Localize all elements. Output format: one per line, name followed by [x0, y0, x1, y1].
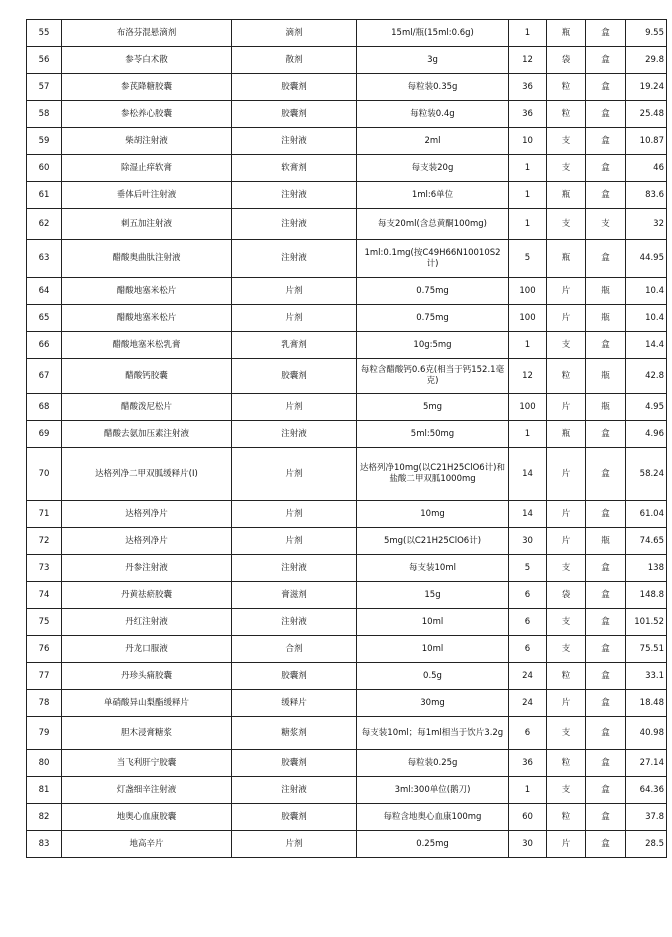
- minimum-unit-cell: 片: [547, 394, 586, 421]
- package-quantity-cell: 60: [509, 804, 547, 831]
- package-unit-cell: 瓶: [586, 278, 626, 305]
- package-unit-cell: 盒: [586, 555, 626, 582]
- dosage-form-cell: 胶囊剂: [232, 74, 357, 101]
- package-quantity-cell: 36: [509, 101, 547, 128]
- table-row: [27, 394, 667, 421]
- table-row: [27, 501, 667, 528]
- row-number-cell: 57: [27, 74, 62, 101]
- specification-cell: 10g:5mg: [357, 332, 509, 359]
- drug-price-table: [26, 19, 667, 858]
- minimum-unit-cell: 瓶: [547, 182, 586, 209]
- package-unit-cell: 瓶: [586, 394, 626, 421]
- table-row: [27, 555, 667, 582]
- minimum-unit-cell: 支: [547, 332, 586, 359]
- price-cell: 58.24: [626, 448, 667, 501]
- package-quantity-cell: 14: [509, 448, 547, 501]
- specification-cell: 每粒含地奥心血康100mg: [357, 804, 509, 831]
- package-quantity-cell: 36: [509, 74, 547, 101]
- row-number-cell: 74: [27, 582, 62, 609]
- row-number-cell: 55: [27, 20, 62, 47]
- package-unit-cell: 盒: [586, 155, 626, 182]
- specification-cell: 每粒装0.35g: [357, 74, 509, 101]
- price-cell: 46: [626, 155, 667, 182]
- dosage-form-cell: 缓释片: [232, 690, 357, 717]
- dosage-form-cell: 注射液: [232, 128, 357, 155]
- price-cell: 33.1: [626, 663, 667, 690]
- package-unit-cell: 盒: [586, 609, 626, 636]
- row-number-cell: 59: [27, 128, 62, 155]
- dosage-form-cell: 注射液: [232, 182, 357, 209]
- dosage-form-cell: 胶囊剂: [232, 750, 357, 777]
- package-quantity-cell: 5: [509, 240, 547, 278]
- package-unit-cell: 盒: [586, 421, 626, 448]
- table-row: [27, 636, 667, 663]
- drug-name-cell: 醋酸泼尼松片: [62, 394, 232, 421]
- package-unit-cell: 盒: [586, 690, 626, 717]
- dosage-form-cell: 糖浆剂: [232, 717, 357, 750]
- row-number-cell: 58: [27, 101, 62, 128]
- minimum-unit-cell: 粒: [547, 663, 586, 690]
- drug-name-cell: 布洛芬混悬滴剂: [62, 20, 232, 47]
- price-cell: 101.52: [626, 609, 667, 636]
- package-unit-cell: 盒: [586, 182, 626, 209]
- package-quantity-cell: 14: [509, 501, 547, 528]
- price-cell: 4.96: [626, 421, 667, 448]
- row-number-cell: 60: [27, 155, 62, 182]
- package-quantity-cell: 10: [509, 128, 547, 155]
- minimum-unit-cell: 支: [547, 609, 586, 636]
- package-quantity-cell: 100: [509, 278, 547, 305]
- package-quantity-cell: 1: [509, 421, 547, 448]
- dosage-form-cell: 注射液: [232, 777, 357, 804]
- price-cell: 10.4: [626, 278, 667, 305]
- minimum-unit-cell: 片: [547, 528, 586, 555]
- price-cell: 25.48: [626, 101, 667, 128]
- specification-cell: 15ml/瓶(15ml:0.6g): [357, 20, 509, 47]
- table-row: [27, 582, 667, 609]
- row-number-cell: 72: [27, 528, 62, 555]
- table-row: [27, 101, 667, 128]
- table-row: [27, 182, 667, 209]
- price-cell: 83.6: [626, 182, 667, 209]
- price-cell: 29.8: [626, 47, 667, 74]
- package-quantity-cell: 6: [509, 717, 547, 750]
- drug-name-cell: 醋酸地塞米松片: [62, 278, 232, 305]
- package-quantity-cell: 6: [509, 609, 547, 636]
- row-number-cell: 75: [27, 609, 62, 636]
- package-unit-cell: 瓶: [586, 359, 626, 394]
- drug-name-cell: 达格列净片: [62, 501, 232, 528]
- specification-cell: 0.25mg: [357, 831, 509, 858]
- minimum-unit-cell: 支: [547, 128, 586, 155]
- package-unit-cell: 盒: [586, 501, 626, 528]
- row-number-cell: 56: [27, 47, 62, 74]
- package-quantity-cell: 30: [509, 831, 547, 858]
- row-number-cell: 71: [27, 501, 62, 528]
- price-cell: 19.24: [626, 74, 667, 101]
- minimum-unit-cell: 片: [547, 278, 586, 305]
- package-unit-cell: 盒: [586, 74, 626, 101]
- drug-name-cell: 当飞利肝宁胶囊: [62, 750, 232, 777]
- specification-cell: 每粒装0.25g: [357, 750, 509, 777]
- specification-cell: 10ml: [357, 636, 509, 663]
- row-number-cell: 82: [27, 804, 62, 831]
- minimum-unit-cell: 粒: [547, 750, 586, 777]
- specification-cell: 5mg: [357, 394, 509, 421]
- price-cell: 27.14: [626, 750, 667, 777]
- row-number-cell: 66: [27, 332, 62, 359]
- price-cell: 44.95: [626, 240, 667, 278]
- specification-cell: 5ml:50mg: [357, 421, 509, 448]
- minimum-unit-cell: 支: [547, 555, 586, 582]
- package-unit-cell: 盒: [586, 663, 626, 690]
- minimum-unit-cell: 粒: [547, 101, 586, 128]
- package-quantity-cell: 24: [509, 663, 547, 690]
- table-row: [27, 777, 667, 804]
- minimum-unit-cell: 支: [547, 717, 586, 750]
- table-row: [27, 750, 667, 777]
- drug-name-cell: 灯盏细辛注射液: [62, 777, 232, 804]
- table-row: [27, 804, 667, 831]
- drug-name-cell: 单硝酸异山梨酯缓释片: [62, 690, 232, 717]
- price-cell: 74.65: [626, 528, 667, 555]
- minimum-unit-cell: 袋: [547, 47, 586, 74]
- price-cell: 138: [626, 555, 667, 582]
- minimum-unit-cell: 袋: [547, 582, 586, 609]
- drug-name-cell: 参松养心胶囊: [62, 101, 232, 128]
- minimum-unit-cell: 瓶: [547, 421, 586, 448]
- specification-cell: 3ml:300单位(鹅刀): [357, 777, 509, 804]
- package-unit-cell: 盒: [586, 20, 626, 47]
- package-quantity-cell: 100: [509, 305, 547, 332]
- row-number-cell: 83: [27, 831, 62, 858]
- package-quantity-cell: 5: [509, 555, 547, 582]
- dosage-form-cell: 注射液: [232, 209, 357, 240]
- row-number-cell: 65: [27, 305, 62, 332]
- specification-cell: 每支装20g: [357, 155, 509, 182]
- dosage-form-cell: 片剂: [232, 305, 357, 332]
- price-cell: 10.87: [626, 128, 667, 155]
- specification-cell: 达格列净10mg(以C21H25ClO6计)和盐酸二甲双胍1000mg: [357, 448, 509, 501]
- drug-name-cell: 醋酸地塞米松片: [62, 305, 232, 332]
- dosage-form-cell: 胶囊剂: [232, 663, 357, 690]
- row-number-cell: 81: [27, 777, 62, 804]
- row-number-cell: 73: [27, 555, 62, 582]
- dosage-form-cell: 膏滋剂: [232, 582, 357, 609]
- package-unit-cell: 盒: [586, 240, 626, 278]
- specification-cell: 0.75mg: [357, 305, 509, 332]
- minimum-unit-cell: 片: [547, 501, 586, 528]
- price-cell: 75.51: [626, 636, 667, 663]
- table-row: [27, 278, 667, 305]
- drug-name-cell: 胆木浸膏糖浆: [62, 717, 232, 750]
- package-unit-cell: 盒: [586, 47, 626, 74]
- drug-name-cell: 丹红注射液: [62, 609, 232, 636]
- row-number-cell: 67: [27, 359, 62, 394]
- specification-cell: 0.5g: [357, 663, 509, 690]
- drug-name-cell: 地奥心血康胶囊: [62, 804, 232, 831]
- price-cell: 28.5: [626, 831, 667, 858]
- drug-name-cell: 除湿止痒软膏: [62, 155, 232, 182]
- dosage-form-cell: 注射液: [232, 555, 357, 582]
- table-row: [27, 663, 667, 690]
- dosage-form-cell: 片剂: [232, 528, 357, 555]
- package-unit-cell: 盒: [586, 448, 626, 501]
- minimum-unit-cell: 瓶: [547, 240, 586, 278]
- specification-cell: 每支20ml(含总黄酮100mg): [357, 209, 509, 240]
- table-row: [27, 690, 667, 717]
- dosage-form-cell: 片剂: [232, 278, 357, 305]
- minimum-unit-cell: 支: [547, 777, 586, 804]
- dosage-form-cell: 乳膏剂: [232, 332, 357, 359]
- row-number-cell: 68: [27, 394, 62, 421]
- table-row: [27, 305, 667, 332]
- package-quantity-cell: 12: [509, 47, 547, 74]
- specification-cell: 1ml:0.1mg(按C49H66N10010S2计): [357, 240, 509, 278]
- specification-cell: 3g: [357, 47, 509, 74]
- price-cell: 4.95: [626, 394, 667, 421]
- package-quantity-cell: 1: [509, 209, 547, 240]
- dosage-form-cell: 注射液: [232, 240, 357, 278]
- dosage-form-cell: 软膏剂: [232, 155, 357, 182]
- drug-name-cell: 醋酸奥曲肽注射液: [62, 240, 232, 278]
- table-row: [27, 47, 667, 74]
- minimum-unit-cell: 支: [547, 209, 586, 240]
- package-unit-cell: 盒: [586, 831, 626, 858]
- price-cell: 148.8: [626, 582, 667, 609]
- drug-name-cell: 刺五加注射液: [62, 209, 232, 240]
- package-quantity-cell: 36: [509, 750, 547, 777]
- row-number-cell: 76: [27, 636, 62, 663]
- minimum-unit-cell: 粒: [547, 359, 586, 394]
- specification-cell: 每支装10ml: [357, 555, 509, 582]
- minimum-unit-cell: 片: [547, 448, 586, 501]
- dosage-form-cell: 片剂: [232, 831, 357, 858]
- package-unit-cell: 盒: [586, 750, 626, 777]
- package-quantity-cell: 6: [509, 582, 547, 609]
- package-unit-cell: 支: [586, 209, 626, 240]
- row-number-cell: 69: [27, 421, 62, 448]
- specification-cell: 1ml:6单位: [357, 182, 509, 209]
- package-quantity-cell: 100: [509, 394, 547, 421]
- package-unit-cell: 盒: [586, 128, 626, 155]
- table-row: [27, 609, 667, 636]
- dosage-form-cell: 注射液: [232, 609, 357, 636]
- price-cell: 32: [626, 209, 667, 240]
- drug-name-cell: 达格列净片: [62, 528, 232, 555]
- drug-name-cell: 丹参注射液: [62, 555, 232, 582]
- row-number-cell: 61: [27, 182, 62, 209]
- drug-name-cell: 参苓白术散: [62, 47, 232, 74]
- drug-name-cell: 丹珍头痛胶囊: [62, 663, 232, 690]
- package-unit-cell: 盒: [586, 777, 626, 804]
- dosage-form-cell: 片剂: [232, 448, 357, 501]
- dosage-form-cell: 胶囊剂: [232, 804, 357, 831]
- package-quantity-cell: 6: [509, 636, 547, 663]
- dosage-form-cell: 片剂: [232, 394, 357, 421]
- table-row: [27, 209, 667, 240]
- package-quantity-cell: 12: [509, 359, 547, 394]
- table-row: [27, 717, 667, 750]
- table-row: [27, 74, 667, 101]
- package-quantity-cell: 1: [509, 155, 547, 182]
- price-cell: 37.8: [626, 804, 667, 831]
- drug-name-cell: 柴胡注射液: [62, 128, 232, 155]
- minimum-unit-cell: 片: [547, 831, 586, 858]
- dosage-form-cell: 片剂: [232, 501, 357, 528]
- package-quantity-cell: 1: [509, 20, 547, 47]
- package-unit-cell: 盒: [586, 332, 626, 359]
- table-row: [27, 359, 667, 394]
- minimum-unit-cell: 片: [547, 690, 586, 717]
- specification-cell: 10mg: [357, 501, 509, 528]
- row-number-cell: 63: [27, 240, 62, 278]
- price-cell: 10.4: [626, 305, 667, 332]
- package-unit-cell: 盒: [586, 717, 626, 750]
- package-unit-cell: 盒: [586, 636, 626, 663]
- minimum-unit-cell: 支: [547, 636, 586, 663]
- package-quantity-cell: 30: [509, 528, 547, 555]
- price-cell: 42.8: [626, 359, 667, 394]
- minimum-unit-cell: 粒: [547, 804, 586, 831]
- minimum-unit-cell: 粒: [547, 74, 586, 101]
- row-number-cell: 64: [27, 278, 62, 305]
- package-quantity-cell: 1: [509, 777, 547, 804]
- specification-cell: 10ml: [357, 609, 509, 636]
- specification-cell: 每粒含醋酸钙0.6克(相当于钙152.1毫克): [357, 359, 509, 394]
- table-row: [27, 332, 667, 359]
- price-cell: 64.36: [626, 777, 667, 804]
- drug-name-cell: 地高辛片: [62, 831, 232, 858]
- dosage-form-cell: 胶囊剂: [232, 359, 357, 394]
- package-quantity-cell: 1: [509, 332, 547, 359]
- dosage-form-cell: 注射液: [232, 421, 357, 448]
- row-number-cell: 70: [27, 448, 62, 501]
- row-number-cell: 79: [27, 717, 62, 750]
- specification-cell: 5mg(以C21H25ClO6计): [357, 528, 509, 555]
- dosage-form-cell: 散剂: [232, 47, 357, 74]
- specification-cell: 每支装10ml；每1ml相当于饮片3.2g: [357, 717, 509, 750]
- package-unit-cell: 盒: [586, 582, 626, 609]
- table-row: [27, 421, 667, 448]
- package-unit-cell: 瓶: [586, 305, 626, 332]
- specification-cell: 30mg: [357, 690, 509, 717]
- drug-name-cell: 醋酸钙胶囊: [62, 359, 232, 394]
- price-cell: 61.04: [626, 501, 667, 528]
- row-number-cell: 80: [27, 750, 62, 777]
- package-unit-cell: 瓶: [586, 528, 626, 555]
- specification-cell: 2ml: [357, 128, 509, 155]
- drug-name-cell: 醋酸去氨加压素注射液: [62, 421, 232, 448]
- table-row: [27, 240, 667, 278]
- package-quantity-cell: 1: [509, 182, 547, 209]
- price-cell: 40.98: [626, 717, 667, 750]
- drug-name-cell: 达格列净二甲双胍缓释片(Ⅰ): [62, 448, 232, 501]
- price-cell: 14.4: [626, 332, 667, 359]
- specification-cell: 15g: [357, 582, 509, 609]
- drug-name-cell: 醋酸地塞米松乳膏: [62, 332, 232, 359]
- table-row: [27, 128, 667, 155]
- row-number-cell: 77: [27, 663, 62, 690]
- drug-name-cell: 参芪降糖胶囊: [62, 74, 232, 101]
- dosage-form-cell: 滴剂: [232, 20, 357, 47]
- specification-cell: 每粒装0.4g: [357, 101, 509, 128]
- price-cell: 18.48: [626, 690, 667, 717]
- table-row: [27, 20, 667, 47]
- drug-name-cell: 丹龙口服液: [62, 636, 232, 663]
- table-row: [27, 528, 667, 555]
- minimum-unit-cell: 瓶: [547, 20, 586, 47]
- table-row: [27, 831, 667, 858]
- table-row: [27, 155, 667, 182]
- dosage-form-cell: 合剂: [232, 636, 357, 663]
- specification-cell: 0.75mg: [357, 278, 509, 305]
- row-number-cell: 62: [27, 209, 62, 240]
- dosage-form-cell: 胶囊剂: [232, 101, 357, 128]
- drug-name-cell: 丹黄祛瘀胶囊: [62, 582, 232, 609]
- drug-name-cell: 垂体后叶注射液: [62, 182, 232, 209]
- table-row: [27, 448, 667, 501]
- package-quantity-cell: 24: [509, 690, 547, 717]
- row-number-cell: 78: [27, 690, 62, 717]
- package-unit-cell: 盒: [586, 101, 626, 128]
- minimum-unit-cell: 支: [547, 155, 586, 182]
- minimum-unit-cell: 片: [547, 305, 586, 332]
- table-body: [27, 20, 667, 858]
- price-cell: 9.55: [626, 20, 667, 47]
- package-unit-cell: 盒: [586, 804, 626, 831]
